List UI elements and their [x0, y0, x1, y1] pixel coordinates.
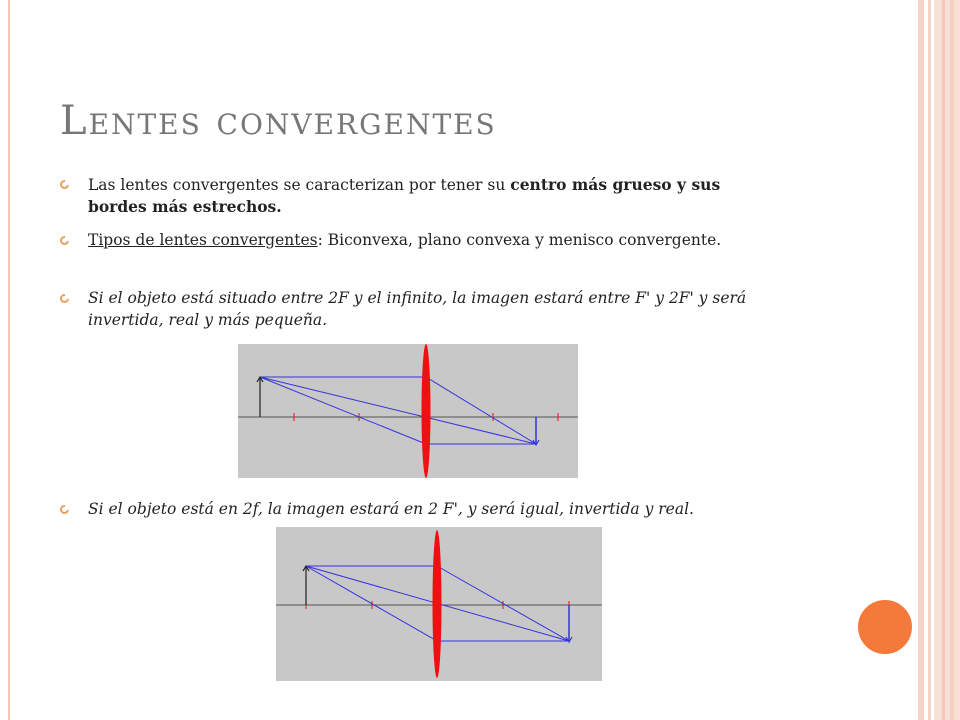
ring-bullet-icon — [60, 505, 72, 517]
bullet-text-3 — [88, 287, 746, 331]
accent-circle — [856, 598, 914, 656]
bullet-2-underlined: Tipos de lentes convergentes — [88, 231, 318, 249]
slide-right-stripe — [950, 0, 954, 720]
diagram-background — [238, 344, 578, 478]
lens-diagram-2 — [276, 527, 602, 681]
slide-title: Lentes convergentes — [60, 98, 497, 144]
bullet-4-line-1: Si el objeto está en 2f, la imagen estará en 2 F', y será igual, invertida y real. — [88, 500, 694, 518]
bullet-text-4 — [88, 498, 694, 520]
bullet-text-2 — [88, 229, 721, 251]
bullet-1-bold-1: centro más grueso y sus — [510, 175, 721, 194]
slide-right-stripe — [918, 0, 924, 720]
slide-right-stripe — [928, 0, 931, 720]
ring-bullet-icon — [60, 180, 72, 192]
ring-bullet-icon — [60, 294, 72, 306]
bullet-1-bold-2: bordes más estrechos. — [88, 197, 282, 216]
ring-bullet-icon — [60, 236, 72, 248]
slide-left-border — [8, 0, 10, 720]
lens-diagram-1 — [238, 344, 578, 478]
convex-lens-icon — [433, 530, 442, 678]
bullet-2-rest: : Biconvexa, plano convexa y menisco convergente. — [317, 231, 722, 249]
bullet-1-lead: Las lentes convergentes se caracterizan por tener su — [88, 176, 511, 194]
slide-right-band — [934, 0, 960, 720]
convex-lens-icon — [422, 344, 431, 478]
bullet-3-line-1: Si el objeto está situado entre 2F y el infinito, la imagen estará entre F' y 2F' y será — [88, 289, 747, 307]
bullet-text-1 — [88, 174, 720, 218]
bullet-3-line-2: invertida, real y más pequeña. — [88, 311, 328, 329]
slide-right-stripe — [942, 0, 945, 720]
